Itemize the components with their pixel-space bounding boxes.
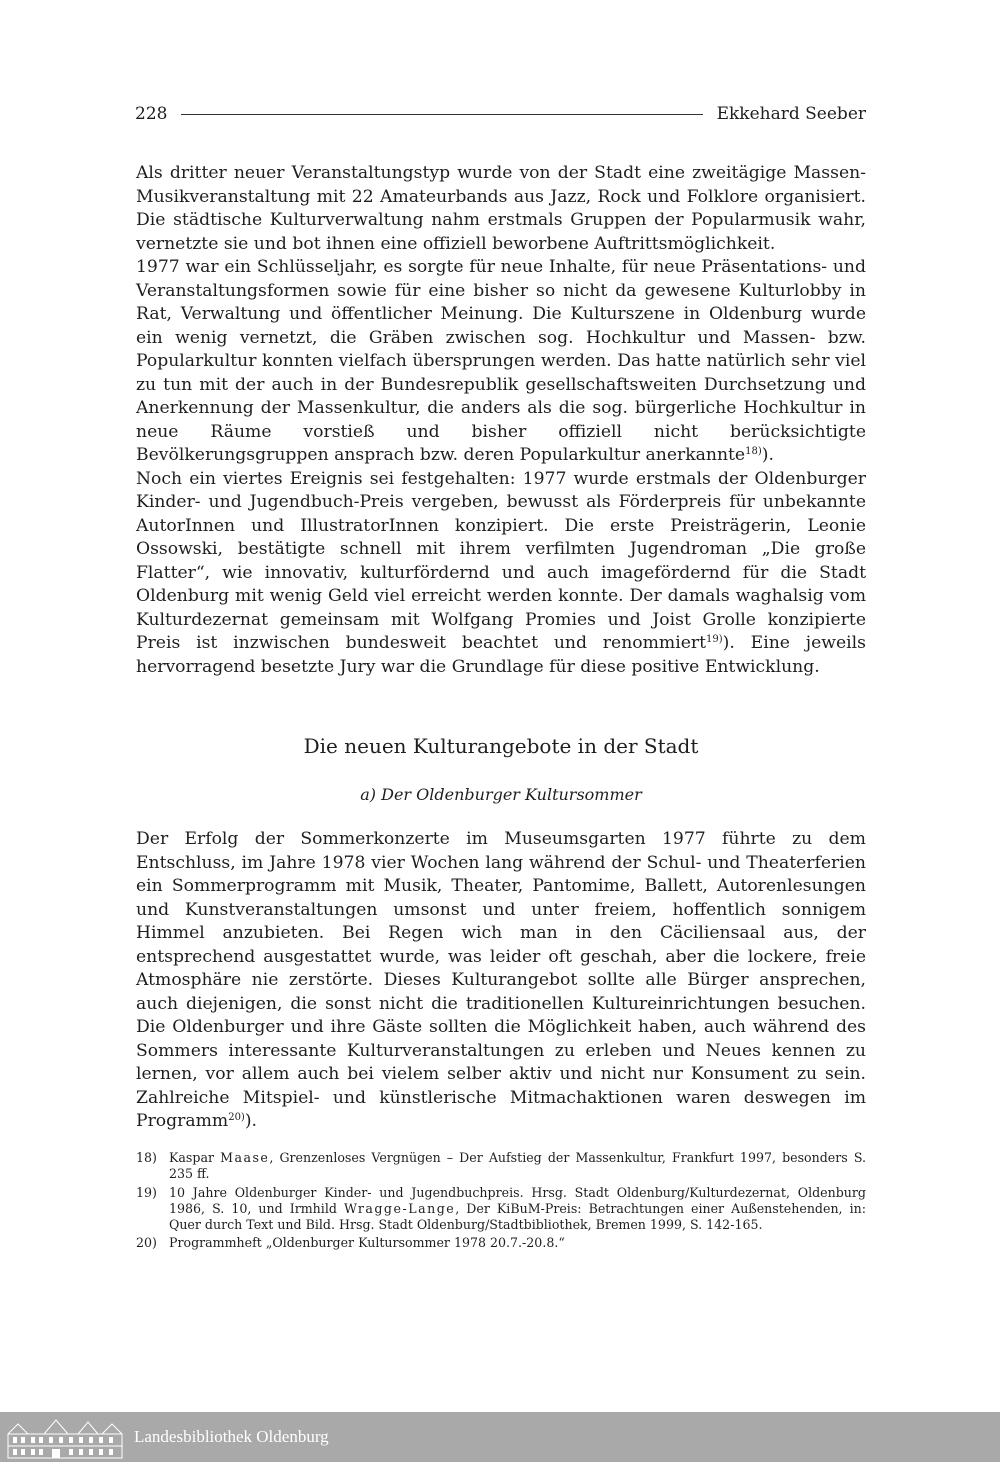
running-header — [135, 102, 866, 126]
footnote — [136, 1185, 866, 1234]
footnote-text: 10 Jahre Oldenburger Kinder- und Jugendbuchpreis. Hrsg. Stadt Oldenburg/Kulturdezernat, Oldenburg 1986, S. 10, und Irmhild Wragge-Lange, Der KiBuM-Preis: Betrachtungen einer Außenstehenden, in: Quer durch Text und Bild. Hrsg. Stadt Oldenburg/Stadtbibliothek, Bremen 1999, S. 142-165. — [169, 1184, 866, 1233]
footnote-number: 20) — [136, 1235, 157, 1251]
paragraph: 1977 war ein Schlüsseljahr, es sorgte für neue Inhalte, für neue Präsentations- und Veranstaltungsformen sowie für eine bisher so nicht da gewesene Kulturlobby in Rat, Verwaltung und öffentlicher Meinung. Die Kulturszene in Oldenburg wurde ein wenig vernetzt, die Gräben zwischen sog. Hochkultur und Massen- bzw. Popularkultur konnten vielfach übersprungen werden. Das hatte natürlich sehr viel zu tun mit der auch in der Bundesrepublik gesellschaftsweiten Durchsetzung und Anerkennung der Massenkultur, die anders als die sog. bürgerliche Hochkultur in neue Räume vorstieß und bisher offiziell nicht berücksichtigte Bevölkerungsgruppen ansprach bzw. deren Popularkultur anerkannte$^{18)}$). — [136, 257, 866, 465]
footnote — [136, 1150, 866, 1183]
body-text-bottom — [136, 828, 866, 1134]
section-heading: Die neuen Kulturangebote in der Stadt — [303, 734, 699, 758]
subsection-heading: a) Der Oldenburger Kultursommer — [360, 785, 642, 804]
library-building-icon — [4, 1412, 126, 1462]
header-author: Ekkehard Seeber — [716, 104, 866, 124]
footnote-text: Kaspar Maase, Grenzenloses Vergnügen – Der Aufstieg der Massenkultur, Frankfurt 1997, besonders S. 235 ff. — [169, 1150, 866, 1182]
footnote-number: 19) — [136, 1184, 157, 1200]
footnote-number: 18) — [136, 1150, 157, 1165]
header-rule — [181, 114, 702, 115]
paragraph: Als dritter neuer Veranstaltungstyp wurde von der Stadt eine zweitägige Massen-Musikveranstaltung mit 22 Amateurbands aus Jazz, Rock und Folklore organisiert. Die städtische Kulturverwaltung nahm erstmals Gruppen der Popularmusik wahr, vernetzte sie und bot ihnen eine offiziell beworbene Auftrittsmöglichkeit. — [136, 163, 866, 254]
body-text-top — [136, 162, 866, 679]
footnote-ref-19[interactable]: 19) — [706, 634, 723, 645]
footnote-text: Programmheft „Oldenburger Kultursommer 1978 20.7.-20.8.“ — [169, 1235, 565, 1251]
paragraph: Der Erfolg der Sommerkonzerte im Museumsgarten 1977 führte zu dem Entschluss, im Jahre 1978 vier Wochen lang während der Schul- und Theaterferien ein Sommerprogramm mit Musik, Theater, Pantomime, Ballett, Autorenlesungen und Kunstveranstaltungen umsonst und unter freiem, hoffentlich sonnigem Himmel anzubieten. Bei Regen wich man in den Cäciliensaal aus, der entsprechend ausgestattet wurde, was leider oft geschah, aber die lockere, freie Atmosphäre nie zerstörte. Dieses Kulturangebot sollte alle Bürger ansprechen, auch diejenigen, die sonst nicht die traditionellen Kultureinrichtungen besuchen. Die Oldenburger und ihre Gäste sollten die Möglichkeit haben, auch während des Sommers interessante Kulturveranstaltungen zu erleben und Neues kennen zu lernen, vor allem auch bei vielem selber aktiv und nicht nur Konsument zu sein. Zahlreiche Mitspiel- und künstlerische Mitmachaktionen waren deswegen im Programm$^{20)}$). — [136, 829, 866, 1131]
footnote-ref-18[interactable]: 18) — [745, 446, 762, 457]
footnote — [136, 1235, 866, 1251]
library-footer-bar — [0, 1412, 1000, 1462]
library-name: Landesbibliothek Oldenburg — [134, 1427, 329, 1446]
page-number: 228 — [135, 104, 168, 124]
footnotes — [136, 1150, 866, 1254]
paragraph: Noch ein viertes Ereignis sei festgehalten: 1977 wurde erstmals der Oldenburger Kinder- und Jugendbuch-Preis vergeben, bewusst als Förderpreis für unbekannte AutorInnen und IllustratorInnen konzipiert. Die erste Preisträgerin, Leonie Ossowski, bestätigte schnell mit ihrem verfilmten Jugendroman „Die große Flatter“, wie innovativ, kulturfördernd und auch imagefördernd für die Stadt Oldenburg mit wenig Geld viel erreicht werden konnte. Der damals waghalsig vom Kulturdezernat gemeinsam mit Wolfgang Promies und Joist Grolle konzipierte Preis ist inzwischen bundesweit beachtet und renommiert$^{19)}$). Eine jeweils hervorragend besetzte Jury war die Grundlage für diese positive Entwicklung. — [136, 468, 866, 677]
footnote-ref-20[interactable]: 20) — [228, 1112, 245, 1123]
